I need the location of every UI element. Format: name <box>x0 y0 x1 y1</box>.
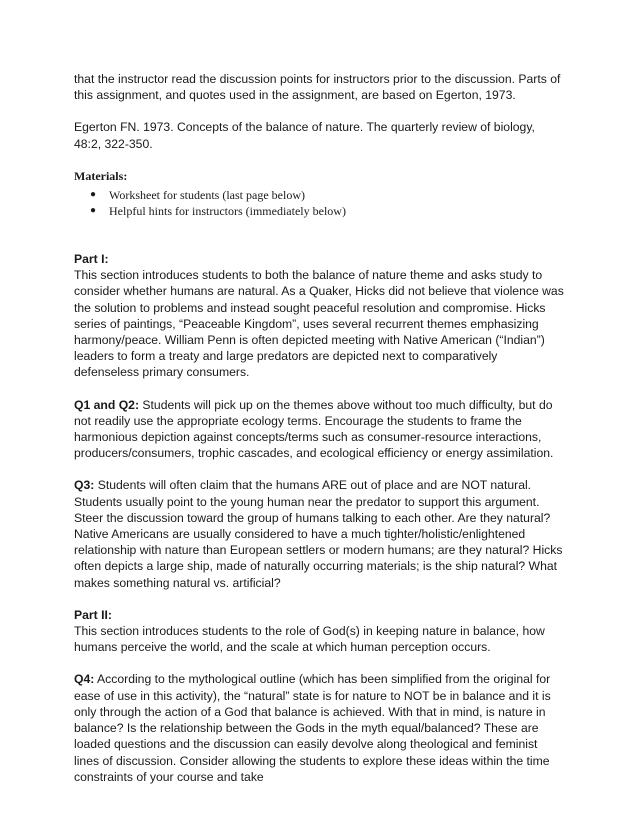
spacer <box>74 103 564 119</box>
citation-paragraph: Egerton FN. 1973. Concepts of the balance of nature. The quarterly review of biology, 48:2, 322-350. <box>74 120 535 151</box>
part1-heading: Part I: <box>74 252 109 267</box>
q4-text: According to the mythological outline (which has been simplified from the original for ease of use in this activity), the “natural” state is for nature to NOT be in balance and it is only through the action of a God that balance is achieved. With that in mind, is nature in balance? Is the relationship between the Gods in the myth equal/balanced? These are loaded questions and the discussion can easily devolve along theological and feminist lines of discussion. Consider allowing the students to explore these ideas within the time constraints of your course and take <box>74 672 551 784</box>
q1q2-label: Q1 and Q2: <box>74 397 140 412</box>
list-item-text: Helpful hints for instructors (immediately below) <box>109 204 346 219</box>
bullet-icon: ● <box>90 205 97 217</box>
spacer <box>74 152 564 168</box>
q3-text: Students will often claim that the humans ARE out of place and are NOT natural. Students usually point to the young human near the predator to support this argument. Steer the discussion toward the group of humans talking to each other. Are they natural? Native Americans are usually considered to have a much tighter/holistic/enlightened relationship with nature than European settlers or modern humans; are they natural? Hicks often depicts a large ship, made of naturally occurring materials; is the ship natural? What makes something natural vs. artificial? <box>74 478 563 590</box>
spacer <box>74 461 564 477</box>
part2-body: This section introduces students to the role of God(s) in keeping nature in balance, how humans perceive the world, and the scale at which human perception occurs. <box>74 624 545 655</box>
part2-heading: Part II: <box>74 607 112 622</box>
spacer <box>74 219 564 235</box>
part1-body: This section introduces students to both the balance of nature theme and asks study to consider whether humans are natural. As a Quaker, Hicks did not believe that violence was the solution to problems and instead sought peaceful resolution and compromise. Hicks series of paintings, “Peaceable Kingdom”, uses several recurrent themes emphasizing harmony/peace. William Penn is often depicted meeting with Native American (“Indian”) leaders to form a treaty and large predators are depicted next to comparatively defenseless primary consumers. <box>74 268 564 380</box>
q1q2-paragraph <box>74 397 564 462</box>
list-item-text: Worksheet for students (last page below) <box>109 188 305 203</box>
q1q2-text: Students will pick up on the themes above without too much difficulty, but do not readily use the appropriate ecology terms. Encourage the students to frame the harmonious depiction against concepts/terms such as consumer-resource interactions, producers/consumers, trophic cascades, and ecological efficiency or energy assimilation. <box>74 397 554 461</box>
materials-list <box>74 187 564 219</box>
list-item <box>74 203 564 219</box>
list-item <box>74 187 564 203</box>
bullet-icon: ● <box>90 189 97 201</box>
q4-label: Q4: <box>74 672 95 687</box>
q3-paragraph <box>74 477 564 590</box>
spacer <box>74 235 564 251</box>
q4-paragraph <box>74 671 564 784</box>
intro-paragraph: that the instructor read the discussion points for instructors prior to the discussion. Parts of this assignment, and quotes used in the assignment, are based on Egerton, 1973. <box>74 72 561 103</box>
spacer <box>74 655 564 671</box>
materials-heading: Materials: <box>74 168 128 183</box>
document-body <box>74 71 564 785</box>
spacer <box>74 381 564 397</box>
spacer <box>74 591 564 607</box>
q3-label: Q3: <box>74 478 95 493</box>
